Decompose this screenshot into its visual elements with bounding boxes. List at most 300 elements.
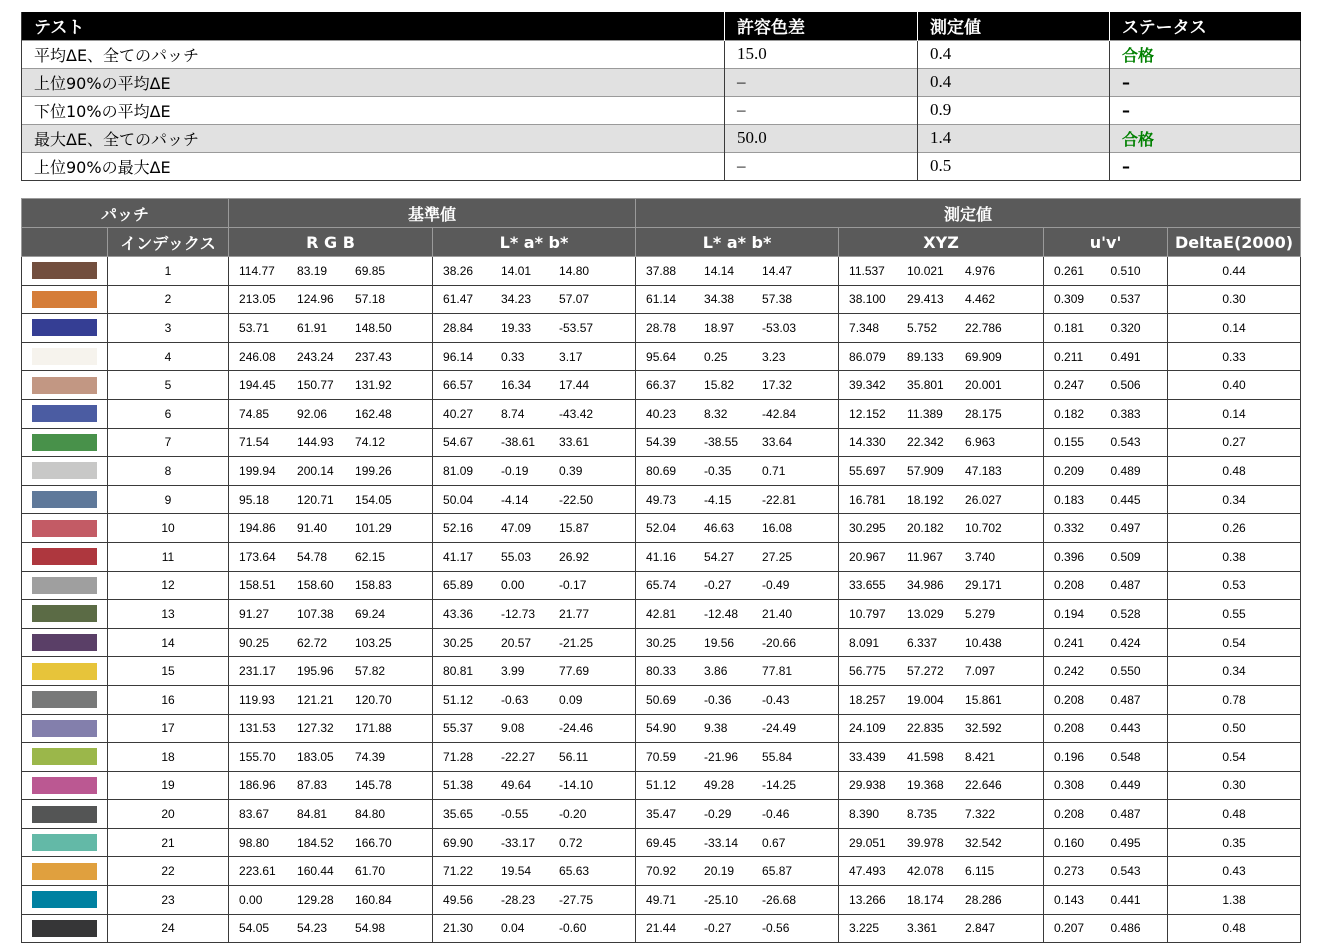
patch-xyz [839,371,1044,400]
patch-lab-meas-value: 52.04 [646,521,677,536]
patch-row [22,714,1301,743]
patch-swatch-cell [22,857,108,886]
patch-lab-ref [433,571,636,600]
patch-lab-ref [433,743,636,772]
patch-rgb [229,685,433,714]
patch-lab-meas [636,600,839,629]
patch-uv-value: 0.528 [1110,606,1141,621]
patch-index: 23 [108,886,229,915]
patch-xyz-value: 11.389 [907,406,943,421]
patch-uv-value: 0.208 [1054,692,1085,707]
patch-lab-meas-value: 0.25 [704,349,728,364]
patch-xyz-value: 7.097 [965,664,996,679]
patch-xyz-value: 35.801 [907,378,944,393]
patch-uv-value: 0.273 [1054,864,1085,879]
patch-uv [1044,771,1168,800]
patch-xyz-value: 4.976 [965,263,996,278]
patch-lab-ref-value: -0.19 [501,463,529,478]
patch-rgb [229,628,433,657]
patch-uv-value: 0.506 [1110,378,1141,393]
patch-rgb-value: 103.25 [355,635,392,650]
color-swatch [32,462,97,479]
patch-deltae: 0.54 [1168,628,1301,657]
patch-rgb-value: 54.98 [355,921,386,936]
patch-uv-value: 0.543 [1110,435,1141,450]
patch-rgb-value: 194.45 [239,378,276,393]
patch-row [22,743,1301,772]
patch-rgb-value: 173.64 [239,549,276,564]
patch-index: 7 [108,428,229,457]
patch-lab-meas [636,371,839,400]
patch-index: 20 [108,800,229,829]
patch-rgb-value: 83.67 [239,807,270,822]
patch-xyz-value: 39.978 [907,835,944,850]
patch-rgb [229,657,433,686]
patch-xyz-value: 15.861 [965,692,1002,707]
patch-rgb-value: 61.91 [297,320,328,335]
patch-uv [1044,314,1168,343]
patch-swatch-cell [22,485,108,514]
patch-xyz-value: 7.348 [849,320,880,335]
patch-lab-meas-value: 16.08 [762,521,793,536]
patch-xyz-value: 86.079 [849,349,886,364]
patch-xyz [839,828,1044,857]
summary-row [22,152,1301,180]
patch-lab-ref-value: 71.28 [443,749,474,764]
patch-deltae: 0.14 [1168,314,1301,343]
patch-lab-meas-value: 19.56 [704,635,735,650]
patch-swatch-cell [22,257,108,286]
summary-row [22,96,1301,124]
patch-lab-meas-value: 70.92 [646,864,677,879]
patch-lab-meas-value: 49.71 [646,892,677,907]
patch-xyz-value: 56.775 [849,664,886,679]
patch-lab-ref [433,886,636,915]
patch-xyz-value: 18.192 [907,492,944,507]
summary-header-row [22,12,1301,40]
patch-index: 10 [108,514,229,543]
patch-lab-meas [636,342,839,371]
color-swatch [32,605,97,622]
column-header-lab-meas: L* a* b* [636,228,839,257]
patch-lab-ref [433,371,636,400]
patch-deltae: 0.44 [1168,257,1301,286]
patch-lab-ref-value: -22.50 [559,492,594,507]
patch-index: 16 [108,685,229,714]
patch-uv-value: 0.443 [1110,721,1141,736]
patch-rgb-value: 158.83 [355,578,392,593]
patch-uv [1044,857,1168,886]
patch-rgb-value: 54.78 [297,549,328,564]
patch-uv-value: 0.424 [1110,635,1141,650]
patch-index: 13 [108,600,229,629]
patch-xyz [839,542,1044,571]
patch-swatch-cell [22,828,108,857]
patch-lab-ref [433,800,636,829]
patch-row [22,285,1301,314]
patch-xyz-value: 24.109 [849,721,886,736]
patch-row [22,542,1301,571]
column-header-deltae: DeltaE(2000) [1168,228,1301,257]
patch-lab-meas-value: 70.59 [646,749,677,764]
patch-row [22,257,1301,286]
patch-uv [1044,628,1168,657]
patch-xyz-value: 41.598 [907,749,944,764]
patch-rgb [229,714,433,743]
patch-index: 9 [108,485,229,514]
patch-lab-meas-value: -38.55 [704,435,739,450]
color-swatch [32,720,97,737]
patch-deltae: 0.78 [1168,685,1301,714]
patch-xyz-value: 33.439 [849,749,886,764]
patch-uv-value: 0.495 [1110,835,1141,850]
patch-lab-ref-value: 55.37 [443,721,474,736]
patch-row [22,457,1301,486]
summary-row [22,68,1301,96]
patch-rgb-value: 0.00 [239,892,263,907]
patch-lab-meas-value: 3.23 [762,349,786,364]
patch-lab-ref [433,628,636,657]
patch-lab-meas-value: 69.45 [646,835,677,850]
patch-lab-ref-value: 69.90 [443,835,474,850]
patch-rgb-value: 54.05 [239,921,270,936]
patch-rgb-value: 62.72 [297,635,328,650]
patch-lab-meas-value: 42.81 [646,606,677,621]
patch-swatch-cell [22,314,108,343]
patch-lab-meas [636,886,839,915]
patch-rgb [229,257,433,286]
patch-lab-meas-value: -21.96 [704,749,739,764]
patch-uv [1044,914,1168,943]
patch-lab-meas [636,657,839,686]
patch-lab-ref [433,457,636,486]
patch-xyz [839,457,1044,486]
patch-row [22,628,1301,657]
patch-lab-meas-value: 65.74 [646,578,677,593]
patch-lab-ref [433,542,636,571]
patch-lab-ref-value: 3.99 [501,664,525,679]
patch-deltae: 0.40 [1168,371,1301,400]
patch-lab-meas [636,743,839,772]
patch-lab-ref-value: -24.46 [559,721,594,736]
patch-index: 1 [108,257,229,286]
patch-xyz-value: 4.462 [965,292,996,307]
patch-rgb-value: 120.71 [297,492,334,507]
patch-uv-value: 0.486 [1110,921,1141,936]
patch-lab-meas-value: 77.81 [762,664,793,679]
patch-lab-ref [433,314,636,343]
patch-uv-value: 0.241 [1054,635,1085,650]
patch-xyz-value: 2.847 [965,921,996,936]
patch-rgb-value: 114.77 [239,263,275,278]
patch-rgb-value: 195.96 [297,664,334,679]
patch-lab-ref-value: 77.69 [559,664,590,679]
patch-swatch-cell [22,657,108,686]
patch-row [22,342,1301,371]
patch-lab-meas [636,257,839,286]
patch-xyz-value: 69.909 [965,349,1002,364]
patch-xyz [839,342,1044,371]
patch-xyz [839,285,1044,314]
patch-row [22,571,1301,600]
patch-xyz-value: 6.963 [965,435,996,450]
color-swatch [32,663,97,680]
patch-deltae: 0.30 [1168,285,1301,314]
patch-lab-ref-value: -12.73 [501,606,536,621]
color-swatch [32,777,97,794]
patch-deltae: 0.38 [1168,542,1301,571]
patch-xyz-value: 26.027 [965,492,1002,507]
summary-tolerance: – [725,152,918,180]
patch-uv [1044,743,1168,772]
patch-rgb-value: 155.70 [239,749,276,764]
patch-deltae: 0.14 [1168,399,1301,428]
patch-lab-ref-value: 50.04 [443,492,474,507]
patch-lab-ref-value: 14.01 [501,263,532,278]
patch-index: 6 [108,399,229,428]
patch-lab-meas-value: -26.68 [762,892,797,907]
patch-rgb-value: 74.39 [355,749,386,764]
patch-lab-meas-value: 51.12 [646,778,677,793]
patch-uv [1044,542,1168,571]
summary-header-test: テスト [22,12,725,40]
patch-xyz-value: 38.100 [849,292,886,307]
patch-lab-ref-value: -21.25 [559,635,594,650]
patch-lab-ref-value: -22.27 [501,749,536,764]
patch-swatch-cell [22,371,108,400]
patch-rgb-value: 200.14 [297,463,334,478]
patch-lab-meas-value: 57.38 [762,292,793,307]
patch-xyz [839,399,1044,428]
patch-lab-meas [636,714,839,743]
patch-rgb [229,428,433,457]
patch-uv-value: 0.208 [1054,807,1085,822]
patch-xyz-value: 42.078 [907,864,944,879]
patch-xyz [839,600,1044,629]
patch-lab-meas-value: 33.64 [762,435,793,450]
patch-deltae: 0.27 [1168,428,1301,457]
summary-row [22,40,1301,68]
patch-rgb-value: 237.43 [355,349,392,364]
patch-uv-value: 0.396 [1054,549,1085,564]
patch-lab-meas-value: 49.73 [646,492,677,507]
patch-uv [1044,514,1168,543]
patch-uv-value: 0.194 [1054,606,1085,621]
column-header-uv: u'v' [1044,228,1168,257]
patch-index: 5 [108,371,229,400]
summary-measured: 1.4 [918,124,1110,152]
patch-uv-value: 0.182 [1054,406,1085,421]
patch-uv-value: 0.160 [1054,835,1085,850]
patch-rgb-value: 69.85 [355,263,386,278]
color-swatch [32,748,97,765]
patch-swatch-cell [22,800,108,829]
patch-lab-meas-value: -22.81 [762,492,797,507]
patch-row [22,399,1301,428]
patch-swatch-cell [22,342,108,371]
patch-xyz-value: 5.752 [907,320,938,335]
patch-rgb [229,857,433,886]
patch-lab-meas-value: 80.69 [646,463,677,478]
summary-measured: 0.4 [918,40,1110,68]
patch-lab-ref [433,657,636,686]
patch-lab-meas-value: -0.35 [704,463,732,478]
color-swatch [32,319,97,336]
patch-rgb-value: 74.85 [239,406,270,421]
patch-xyz-value: 14.330 [849,435,886,450]
patch-rgb-value: 69.24 [355,606,386,621]
patch-xyz-value: 11.967 [907,549,943,564]
patch-deltae: 0.30 [1168,771,1301,800]
patch-rgb-value: 158.51 [239,578,276,593]
patch-rgb [229,600,433,629]
patch-deltae: 0.34 [1168,657,1301,686]
patch-lab-ref-value: 41.17 [443,549,474,564]
patch-lab-meas-value: 54.27 [704,549,735,564]
patch-rgb [229,914,433,943]
patch-uv-value: 0.208 [1054,721,1085,736]
patch-lab-meas-value: 14.14 [704,263,735,278]
patch-rgb-value: 53.71 [239,320,270,335]
patch-uv [1044,828,1168,857]
patch-row [22,857,1301,886]
patch-rgb-value: 71.54 [239,435,270,450]
patch-rgb [229,828,433,857]
patch-deltae: 0.26 [1168,514,1301,543]
patch-lab-ref-value: -43.42 [559,406,594,421]
patch-group-header-row [22,199,1301,228]
patch-lab-ref-value: -0.63 [501,692,529,707]
patch-lab-ref [433,514,636,543]
patch-lab-meas-value: -0.43 [762,692,790,707]
patch-uv-value: 0.332 [1054,521,1085,536]
patch-xyz-value: 57.909 [907,463,944,478]
patch-lab-meas [636,571,839,600]
patch-xyz-value: 20.001 [965,378,1002,393]
patch-uv-value: 0.155 [1054,435,1085,450]
patch-lab-ref-value: 14.80 [559,263,590,278]
patch-row [22,428,1301,457]
patch-rgb-value: 186.96 [239,778,276,793]
patch-swatch-cell [22,514,108,543]
patch-lab-meas [636,628,839,657]
color-swatch [32,291,97,308]
patch-xyz-value: 20.967 [849,549,886,564]
patch-lab-meas-value: -53.03 [762,320,797,335]
patch-xyz [839,685,1044,714]
patch-lab-ref-value: 33.61 [559,435,590,450]
patch-uv-value: 0.487 [1110,692,1141,707]
patch-lab-ref-value: 51.38 [443,778,474,793]
summary-measured: 0.9 [918,96,1110,124]
patch-lab-meas-value: -0.27 [704,578,732,593]
patch-rgb-value: 107.38 [297,606,334,621]
patch-lab-ref-value: -0.55 [501,807,529,822]
patch-rgb [229,542,433,571]
patch-xyz-value: 10.438 [965,635,1002,650]
patch-xyz-value: 6.115 [965,864,995,879]
patch-lab-ref-value: -0.17 [559,578,587,593]
patch-lab-ref-value: 61.47 [443,292,474,307]
patch-rgb-value: 54.23 [297,921,328,936]
patch-xyz-value: 22.646 [965,778,1002,793]
patch-index: 14 [108,628,229,657]
summary-status: – [1110,152,1301,180]
patch-rgb-value: 131.53 [239,721,276,736]
patch-lab-ref-value: 16.34 [501,378,532,393]
patch-row [22,514,1301,543]
patch-uv [1044,485,1168,514]
column-header-lab-ref: L* a* b* [433,228,636,257]
patch-lab-ref-value: 52.16 [443,521,474,536]
patch-xyz-value: 8.091 [849,635,880,650]
patch-uv [1044,657,1168,686]
patch-rgb [229,571,433,600]
patch-lab-ref-value: 34.23 [501,292,532,307]
patch-lab-meas-value: 8.32 [704,406,728,421]
patch-lab-ref-value: 15.87 [559,521,590,536]
patch-rgb-value: 124.96 [297,292,334,307]
patch-lab-ref-value: 20.57 [501,635,532,650]
patch-lab-meas-value: 49.28 [704,778,735,793]
patch-rgb-value: 160.84 [355,892,392,907]
patch-lab-ref-value: -0.60 [559,921,587,936]
patch-lab-meas-value: 15.82 [704,378,735,393]
patch-lab-ref-value: 26.92 [559,549,590,564]
patch-lab-ref-value: -53.57 [559,320,594,335]
color-swatch [32,262,97,279]
patch-lab-meas-value: 66.37 [646,378,677,393]
patch-deltae: 0.53 [1168,571,1301,600]
summary-table [21,12,1301,181]
patch-lab-meas [636,399,839,428]
patch-rgb [229,342,433,371]
patch-swatch-cell [22,771,108,800]
patch-lab-meas-value: 65.87 [762,864,793,879]
patch-row [22,685,1301,714]
patch-swatch-cell [22,685,108,714]
patch-lab-meas-value: -4.15 [704,492,732,507]
patch-rgb [229,886,433,915]
patch-xyz-value: 16.781 [849,492,886,507]
patch-lab-ref-value: 19.33 [501,320,532,335]
patch-uv-value: 0.510 [1110,263,1141,278]
patch-swatch-cell [22,886,108,915]
patch-lab-ref-value: 0.04 [501,921,525,936]
patch-lab-meas-value: 35.47 [646,807,677,822]
patch-xyz-value: 8.421 [965,749,996,764]
patch-xyz [839,886,1044,915]
patch-lab-meas-value: 80.33 [646,664,677,679]
patch-rgb-value: 101.29 [355,521,392,536]
patch-xyz-value: 5.279 [965,606,996,621]
patch-uv-value: 0.537 [1110,292,1141,307]
patch-lab-ref-value: 65.89 [443,578,474,593]
patch-lab-ref-value: 56.11 [559,749,589,764]
patch-xyz [839,714,1044,743]
patch-lab-ref-value: 38.26 [443,263,474,278]
color-swatch [32,634,97,651]
patch-lab-ref-value: 96.14 [443,349,474,364]
patch-rgb-value: 194.86 [239,521,276,536]
patch-lab-ref-value: 66.57 [443,378,474,393]
patch-lab-meas-value: 21.44 [646,921,677,936]
patch-swatch-cell [22,600,108,629]
patch-row [22,485,1301,514]
patch-rgb-value: 243.24 [297,349,334,364]
patch-lab-ref-value: 81.09 [443,463,474,478]
summary-row [22,124,1301,152]
